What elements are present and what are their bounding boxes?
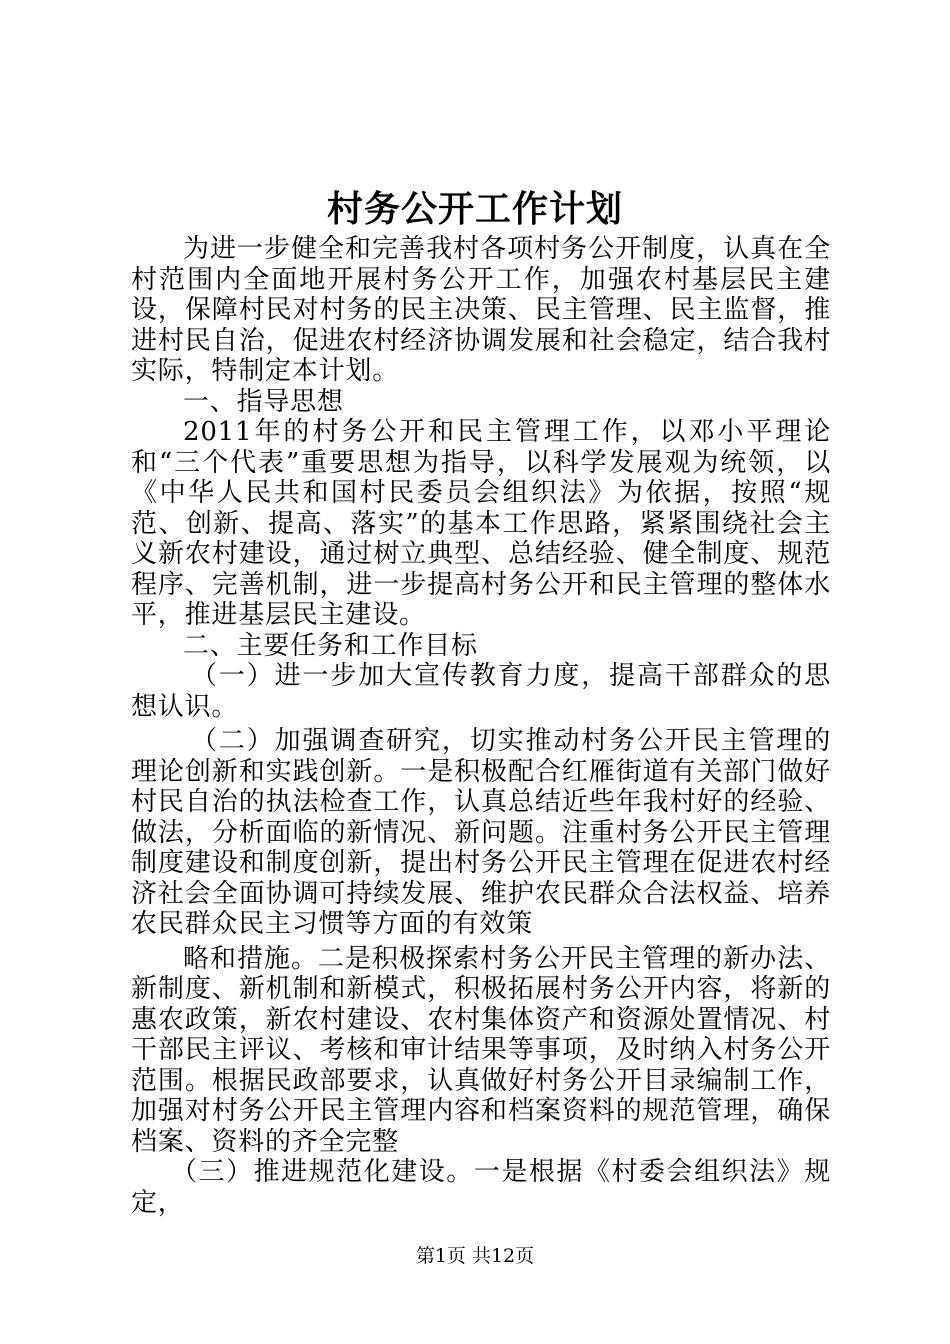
task-item-2-continued: 略和措施。二是积极探索村务公开民主管理的新办法、新制度、新机制和新模式，积极拓展村务公开内容，将新的惠农政策，新农村建设、农村集体资产和资源处置情况、村干部民主评议、考核和审计结果等事项，及时纳入村务公开范围。根据民政部要求，认真做好村务公开目录编制工作，加强对村务公开民主管理内容和档案资料的规范管理，确保档案、资料的齐全完整 (131, 943, 831, 1157)
task-item-1: （一）进一步加大宣传教育力度，提高干部群众的思想认识。 (131, 661, 831, 722)
page-number-footer: 第1页 共12页 (415, 1245, 535, 1267)
intro-paragraph: 为进一步健全和完善我村各项村务公开制度，认真在全村范围内全面地开展村务公开工作，加强农村基层民主建设，保障村民对村务的民主决策、民主管理、民主监督，推进村民自治，促进农村经济协调发展和社会稳定，结合我村实际，特制定本计划。 (131, 234, 831, 386)
section-heading-main-tasks: 二、主要任务和工作目标 (183, 630, 478, 661)
document-title: 村务公开工作计划 (326, 188, 623, 230)
task-item-2: （二）加强调查研究，切实推动村务公开民主管理的理论创新和实践创新。一是积极配合红雁街道有关部门做好村民自治的执法检查工作，认真总结近些年我村好的经验、做法，分析面临的新情况、新问题。注重村务公开民主管理制度建设和制度创新，提出村务公开民主管理在促进农村经济社会全面协调可持续发展、维护农民群众合法权益、培养农民群众民主习惯等方面的有效策 (131, 726, 831, 939)
section-heading-guiding-ideology: 一、指导思想 (183, 386, 344, 417)
guiding-ideology-paragraph: 2011年的村务公开和民主管理工作，以邓小平理论和“三个代表”重要思想为指导，以科学发展观为统领，以《中华人民共和国村民委员会组织法》为依据，按照“规范、创新、提高、落实”的基本工作思路，紧紧围绕社会主义新农村建设，通过树立典型、总结经验、健全制度、规范程序、完善机制，进一步提高村务公开和民主管理的整体水平，推进基层民主建设。 (131, 417, 831, 630)
task-item-3: （三）推进规范化建设。一是根据《村委会组织法》规定， (131, 1157, 831, 1218)
document-body (131, 234, 831, 1218)
